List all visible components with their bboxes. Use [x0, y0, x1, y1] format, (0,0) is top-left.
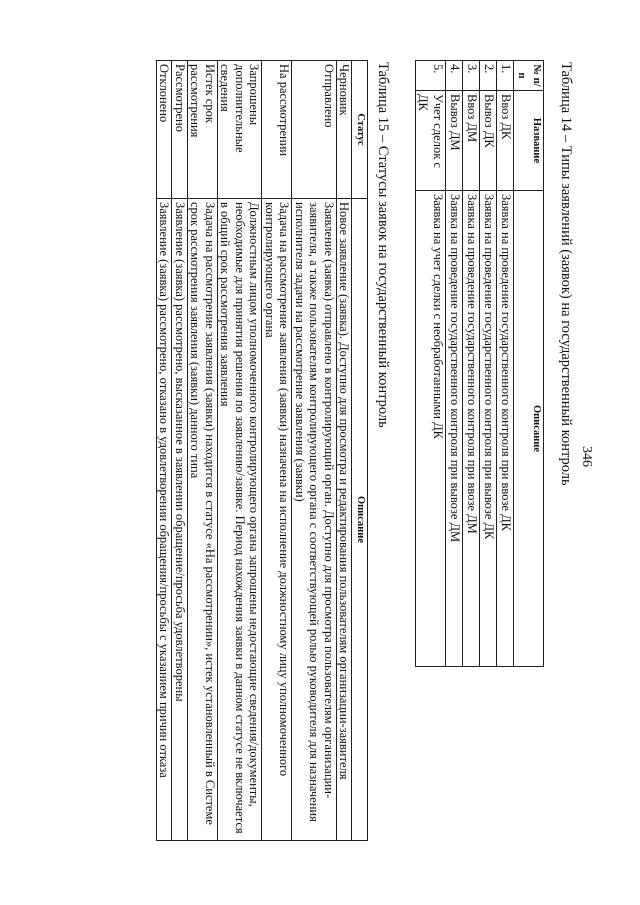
row-num: 1.: [497, 61, 514, 91]
row-name: Учет сделок с ДК: [416, 91, 446, 191]
table-row: [463, 61, 480, 667]
row-num: 5.: [416, 61, 446, 91]
table-row: [172, 61, 188, 841]
row-status: Запрошены дополнительные сведения: [218, 61, 263, 199]
table-row: [446, 61, 463, 667]
row-status: Черновик: [337, 61, 353, 199]
table-row: [480, 61, 497, 667]
row-status: Истек срок рассмотрения: [188, 61, 218, 199]
row-description: Заявка на учет сделки с необработанными ДК: [416, 191, 446, 667]
table-row: [218, 61, 263, 841]
page-number: 346: [579, 446, 594, 467]
table-15-header-row: [352, 61, 368, 841]
row-name: Ввоз ДК: [497, 91, 514, 191]
row-description: Заявка на проведение государственного контроля при ввозе ДМ: [463, 191, 480, 667]
header-name: Название: [514, 91, 544, 191]
row-description: Заявка на проведение государственного контроля при вывозе ДК: [480, 191, 497, 667]
header-status: Статус: [352, 61, 368, 199]
table-row: [416, 61, 446, 667]
header-description: Описание: [514, 191, 544, 667]
row-num: 2.: [480, 61, 497, 91]
row-description: Заявление (заявка) отправлено в контролирующий орган. Доступно для просмотра пользователям организации-заявителя, а также пользователям контролирующего органа с соответствующей ролью руководителя для назначения исполнителя задачи на рассмотрение заявления (заявки): [292, 199, 337, 841]
row-description: Заявление (заявка) рассмотрено, отказано в удовлетворении обращения/просьбы с указанием причин отказа: [157, 199, 173, 841]
table-15-caption: Таблица 15 – Статусы заявок на государственный контроль: [375, 62, 391, 428]
row-name: Вывоз ДК: [480, 91, 497, 191]
row-status: Рассмотрено: [172, 61, 188, 199]
row-description: Новое заявление (заявка). Доступно для просмотра и редактирования пользователям организации-заявителя: [337, 199, 353, 841]
row-description: Должностным лицом уполномоченного контролирующего органа запрошены недостающие сведения/документы, необходимые для принятия решения по заявлению/заявке. Период нахождения заявки в данном статусе не включается в общий срок рассмотрения заявления: [218, 199, 263, 841]
row-description: Задача на рассмотрение заявления (заявки) находится в статусе «На рассмотрении», истек установленный в Системе срок рассмотрения заявления (заявки) данного типа: [188, 199, 218, 841]
row-description: Заявка на проведение государственного контроля при ввозе ДК: [497, 191, 514, 667]
table-row: [188, 61, 218, 841]
row-status: Отклонено: [157, 61, 173, 199]
table-row: [157, 61, 173, 841]
row-name: Вывоз ДМ: [446, 91, 463, 191]
header-description: Описание: [352, 199, 368, 841]
table-row: [262, 61, 292, 841]
row-description: Задача на рассмотрение заявления (заявки) назначена на исполнение должностному лицу уполномоченного контролирующего органа: [262, 199, 292, 841]
row-description: Заявление (заявка) рассмотрено, высказанное в заявлении обращение/просьба удовлетворены: [172, 199, 188, 841]
table-14: [415, 60, 544, 667]
row-num: 3.: [463, 61, 480, 91]
row-status: На рассмотрении: [262, 61, 292, 199]
row-num: 4.: [446, 61, 463, 91]
table-row: [497, 61, 514, 667]
table-15: [156, 60, 368, 841]
table-row: [292, 61, 337, 841]
table-row: [337, 61, 353, 841]
row-name: Ввоз ДМ: [463, 91, 480, 191]
table-14-header-row: [514, 61, 544, 667]
row-description: Заявка на проведение государственного контроля при вывозе ДМ: [446, 191, 463, 667]
header-num: № п/п: [514, 61, 544, 91]
row-status: Отправлено: [292, 61, 337, 199]
table-14-caption: Таблица 14 – Типы заявлений (заявок) на государственный контроль: [558, 62, 574, 486]
